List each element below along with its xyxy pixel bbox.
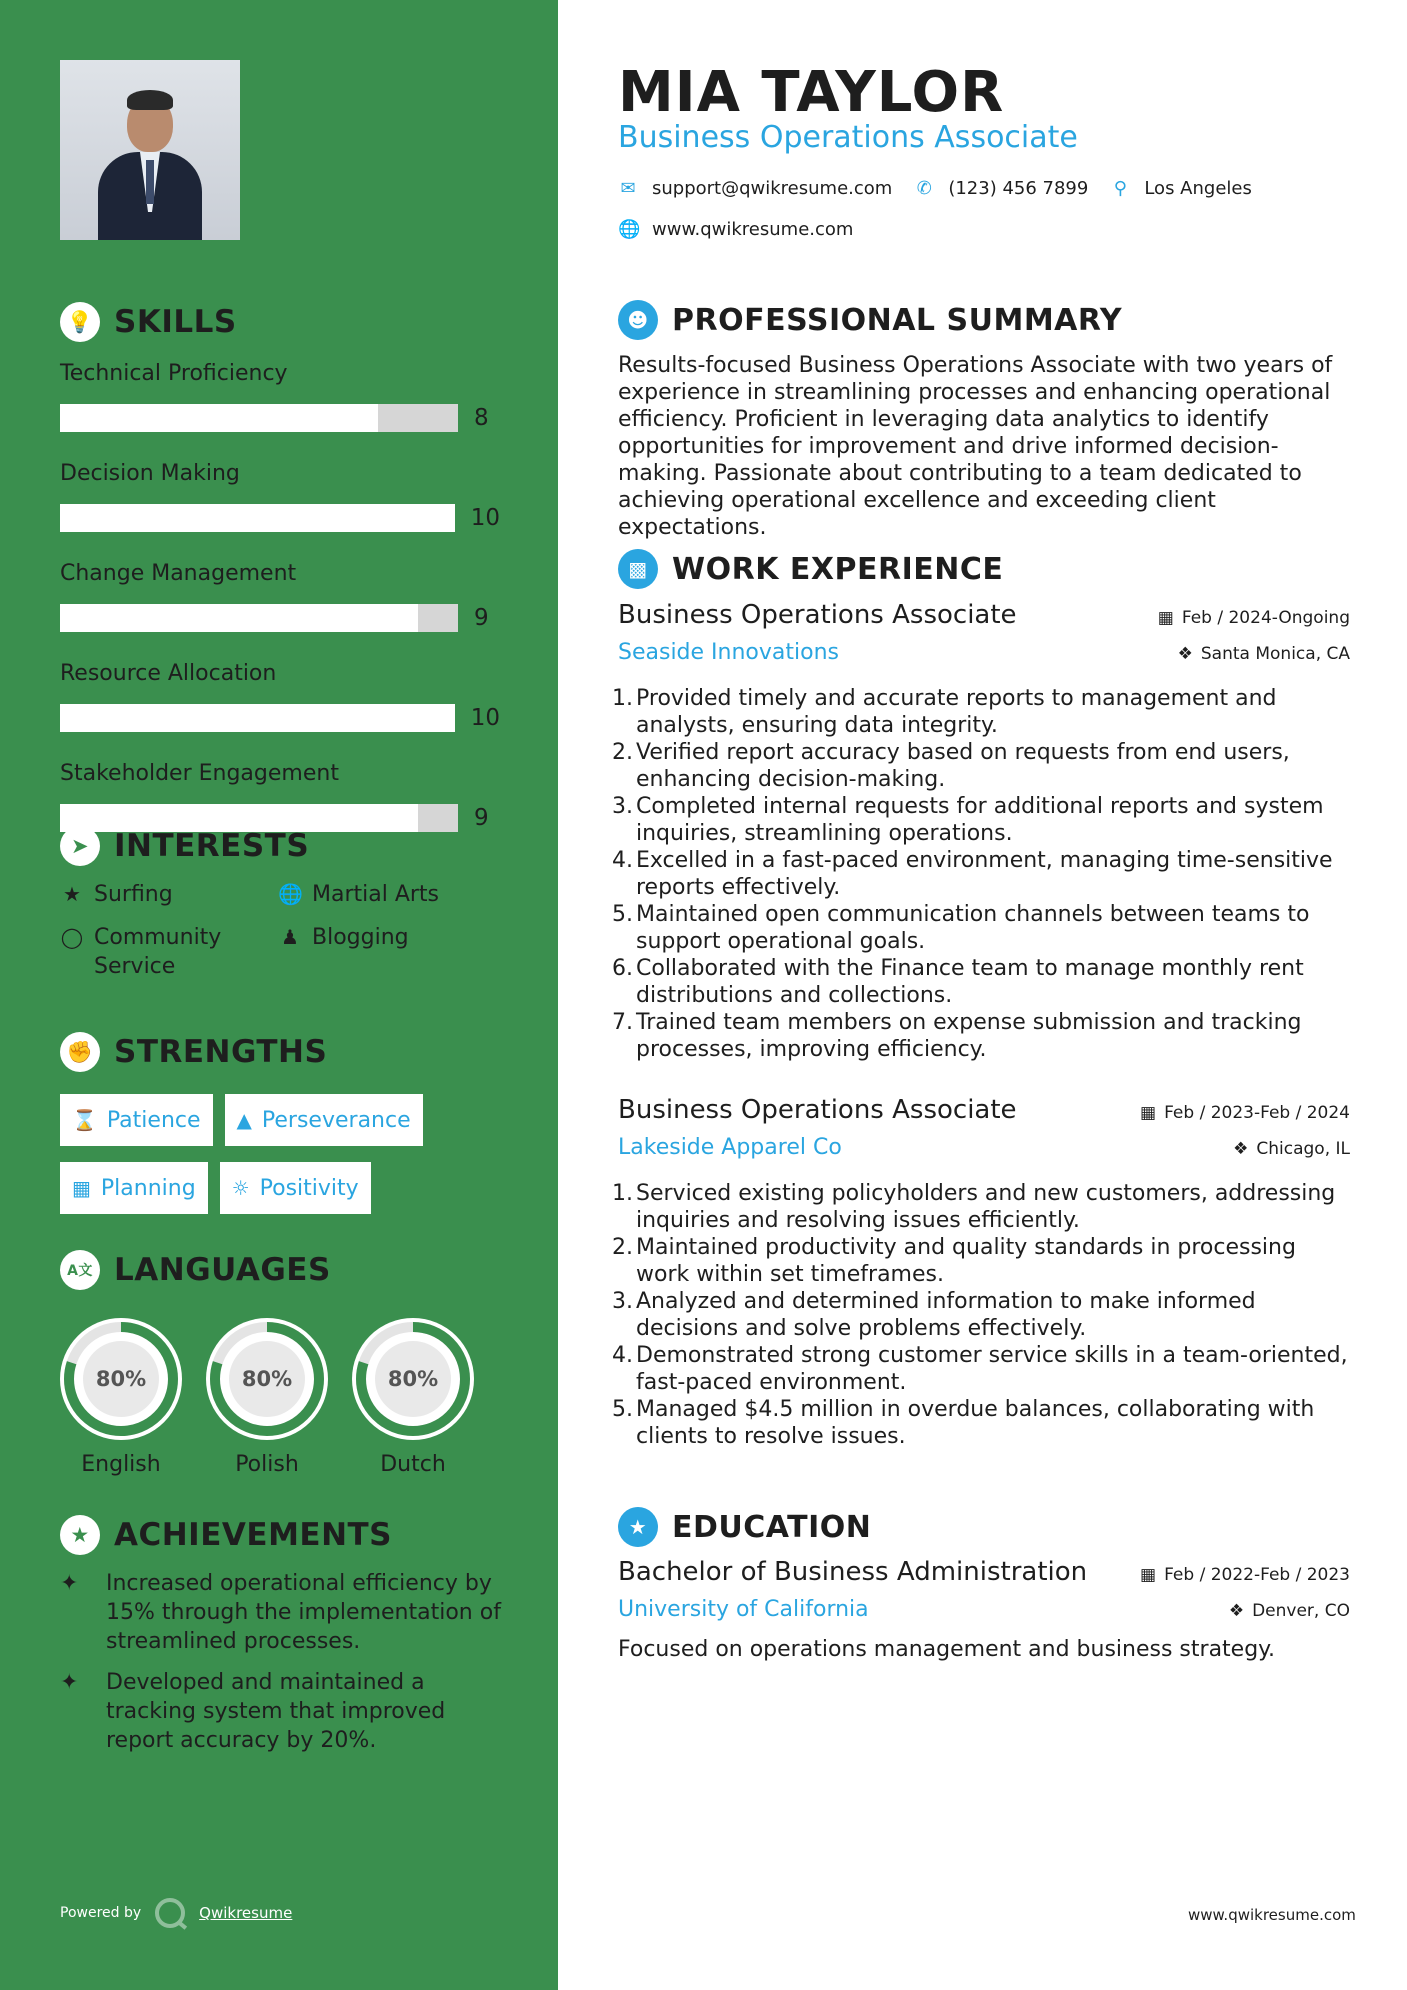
calendar-icon: ▦ (1140, 1565, 1157, 1585)
skill-bar (60, 404, 458, 432)
candidate-name: MIA TAYLOR (618, 60, 1005, 125)
skills-section (60, 302, 500, 842)
skill-bar-fill (60, 704, 455, 732)
globe-icon: 🌐 (618, 219, 641, 240)
job-date: ▦ Feb / 2024-Ongoing (1157, 608, 1350, 628)
education-entry (618, 1557, 1350, 1663)
job-location: ❖ Chicago, IL (1233, 1139, 1350, 1159)
shield-icon: ◯ (60, 925, 84, 949)
list-item: Serviced existing policyholders and new customers, addressing inquiries and resolving issues efficiently. (636, 1181, 1336, 1233)
lightbulb-icon: 💡 (60, 302, 100, 342)
powered-by: Powered by Qwikresume (60, 1898, 292, 1928)
skill-bar (60, 504, 455, 532)
skill-name: Resource Allocation (60, 661, 277, 686)
envelope-icon: ✉ (620, 178, 636, 199)
achievement-item: ✦ Developed and maintained a tracking system that improved report accuracy by 20%. (60, 1670, 446, 1753)
shooting-star-icon: ✦ (60, 1571, 79, 1596)
users-icon: ♟ (281, 925, 299, 949)
languages-section (60, 1250, 500, 1477)
job-bullets (618, 1180, 1350, 1450)
skill-item (60, 554, 500, 642)
list-item: Excelled in a fast-paced environment, managing time-sensitive reports effectively. (636, 848, 1333, 900)
job-entry (618, 600, 1350, 1063)
list-item: Collaborated with the Finance team to manage monthly rent distributions and collections. (636, 956, 1304, 1008)
office-chair-icon: ▩ (618, 549, 658, 589)
job-entry (618, 1095, 1350, 1450)
interest-item: ★ Surfing (60, 880, 278, 909)
strengths-heading: ✊ STRENGTHS (60, 1032, 500, 1072)
list-item: Managed $4.5 million in overdue balances, collaborating with clients to resolve issues. (636, 1397, 1315, 1449)
education-heading: ★ EDUCATION (618, 1507, 871, 1547)
phone-icon: ✆ (916, 178, 932, 199)
strength-chip: ▦ Planning (60, 1162, 208, 1214)
profile-photo (60, 60, 240, 240)
interest-item: 🌐 Martial Arts (278, 882, 440, 907)
skill-bar (60, 604, 458, 632)
job-title: Business Operations Associate (618, 1095, 1017, 1125)
skill-value: 9 (474, 805, 489, 831)
strengths-section (60, 1032, 500, 1214)
hourglass-icon: ⌛ (72, 1108, 97, 1132)
degree-title: Bachelor of Business Administration (618, 1557, 1088, 1587)
star-icon: ★ (63, 882, 81, 906)
sun-icon: ☼ (231, 1176, 250, 1200)
skill-name: Technical Proficiency (60, 361, 288, 386)
qwikresume-logo-icon (155, 1898, 185, 1928)
skill-value: 9 (474, 605, 489, 631)
user-icon: ☻ (618, 300, 658, 340)
qwikresume-link[interactable]: Qwikresume (199, 1904, 293, 1922)
list-item: Maintained productivity and quality standards in processing work within set timeframes. (636, 1235, 1296, 1287)
achievement-item: ✦ Increased operational efficiency by 15% through the implementation of streamlined processes. (60, 1571, 501, 1654)
paper-plane-icon: ➤ (60, 826, 100, 866)
achievements-list (60, 1569, 510, 1755)
language-item (352, 1318, 474, 1477)
company-name: Lakeside Apparel Co (618, 1135, 842, 1160)
contact-row-web (618, 219, 875, 240)
globe-icon: 🌐 (278, 882, 303, 906)
language-item (206, 1318, 328, 1477)
contact-phone[interactable]: ✆ (123) 456 7899 (914, 178, 1088, 199)
summary-heading: ☻ PROFESSIONAL SUMMARY (618, 300, 1122, 340)
candidate-role: Business Operations Associate (618, 120, 1078, 155)
pushpin-icon: ❖ (1177, 644, 1193, 664)
contact-row (618, 178, 1274, 199)
list-item: Completed internal requests for additional reports and system inquiries, streamlining operations. (636, 794, 1324, 846)
list-item: Provided timely and accurate reports to management and analysts, ensuring data integrity. (636, 686, 1277, 738)
fist-icon: ✊ (60, 1032, 100, 1072)
skill-value: 10 (470, 705, 500, 731)
skill-bar-fill (60, 404, 378, 432)
calendar-icon: ▦ (1157, 608, 1174, 628)
interest-item: ♟ Blogging (278, 923, 496, 981)
language-ring (206, 1318, 328, 1440)
strength-chip: ⌛ Patience (60, 1094, 213, 1146)
contact-website[interactable]: 🌐 www.qwikresume.com (618, 219, 854, 240)
language-ring (352, 1318, 474, 1440)
road-icon: ▲ (236, 1108, 252, 1132)
strengths-chips (60, 1094, 480, 1214)
experience-heading: ▩ WORK EXPERIENCE (618, 549, 1003, 589)
education-description: Focused on operations management and business strategy. (618, 1637, 1276, 1662)
education-location: ❖ Denver, CO (1228, 1601, 1350, 1621)
summary-text: Results-focused Business Operations Associate with two years of experience in streamlining processes and enhancing operational efficiency. Proficient in leveraging data analytics to identify opportunities for improvement and drive informed decision-making. Passionate about contributing to a team dedicated to achieving operational excellence and exceeding client expectations. (618, 353, 1333, 540)
map-pin-icon: ⚲ (1113, 178, 1127, 199)
skill-name: Stakeholder Engagement (60, 761, 339, 786)
language-name: Dutch (380, 1452, 446, 1477)
strength-chip: ▲ Perseverance (225, 1094, 423, 1146)
list-item: Trained team members on expense submission and tracking processes, improving efficiency. (636, 1010, 1302, 1062)
interest-item: ◯ Community Service (60, 925, 222, 979)
skill-item (60, 654, 500, 742)
achievements-section (60, 1515, 510, 1755)
interests-section (60, 826, 500, 981)
list-item: Analyzed and determined information to make informed decisions and solve problems effectively. (636, 1289, 1256, 1341)
company-name: Seaside Innovations (618, 640, 839, 665)
shooting-star-icon: ✦ (60, 1670, 79, 1695)
skill-name: Decision Making (60, 461, 240, 486)
interests-heading: ➤ INTERESTS (60, 826, 500, 866)
language-percent: 80% (387, 1367, 439, 1391)
languages-row (60, 1318, 500, 1477)
skills-heading: 💡 SKILLS (60, 302, 500, 342)
calendar-icon: ▦ (72, 1176, 91, 1200)
skill-item (60, 454, 500, 542)
calendar-icon: ▦ (1140, 1103, 1157, 1123)
skill-bar (60, 704, 455, 732)
contact-location: ⚲ Los Angeles (1110, 178, 1252, 199)
language-percent: 80% (241, 1367, 293, 1391)
job-location: ❖ Santa Monica, CA (1177, 644, 1350, 664)
skill-name: Change Management (60, 561, 297, 586)
school-name: University of California (618, 1597, 869, 1622)
skill-value: 10 (470, 505, 500, 531)
list-item: Demonstrated strong customer service skills in a team-oriented, fast-paced environment. (636, 1343, 1348, 1395)
strength-chip: ☼ Positivity (220, 1162, 371, 1214)
language-name: Polish (235, 1452, 299, 1477)
job-date: ▦ Feb / 2023-Feb / 2024 (1140, 1103, 1350, 1123)
list-item: Maintained open communication channels between teams to support operational goals. (636, 902, 1310, 954)
footer-website[interactable]: www.qwikresume.com (1188, 1906, 1356, 1924)
contact-email[interactable]: ✉ support@qwikresume.com (618, 178, 892, 199)
pushpin-icon: ❖ (1233, 1139, 1249, 1159)
graduation-cap-icon: ★ (618, 1507, 658, 1547)
trophy-star-icon: ★ (60, 1515, 100, 1555)
skill-item (60, 354, 500, 442)
job-title: Business Operations Associate (618, 600, 1017, 630)
job-bullets (618, 685, 1350, 1063)
skill-bar-fill (60, 604, 418, 632)
list-item: Verified report accuracy based on requests from end users, enhancing decision-making. (636, 740, 1290, 792)
interests-grid (60, 880, 500, 981)
achievements-heading: ★ ACHIEVEMENTS (60, 1515, 510, 1555)
languages-heading: A文 LANGUAGES (60, 1250, 500, 1290)
skill-bar-fill (60, 504, 455, 532)
language-item (60, 1318, 182, 1477)
language-name: English (81, 1452, 161, 1477)
education-date: ▦ Feb / 2022-Feb / 2023 (1140, 1565, 1350, 1585)
skill-value: 8 (474, 405, 489, 431)
language-icon: A文 (60, 1250, 100, 1290)
language-ring (60, 1318, 182, 1440)
pushpin-icon: ❖ (1228, 1601, 1245, 1621)
language-percent: 80% (95, 1367, 147, 1391)
